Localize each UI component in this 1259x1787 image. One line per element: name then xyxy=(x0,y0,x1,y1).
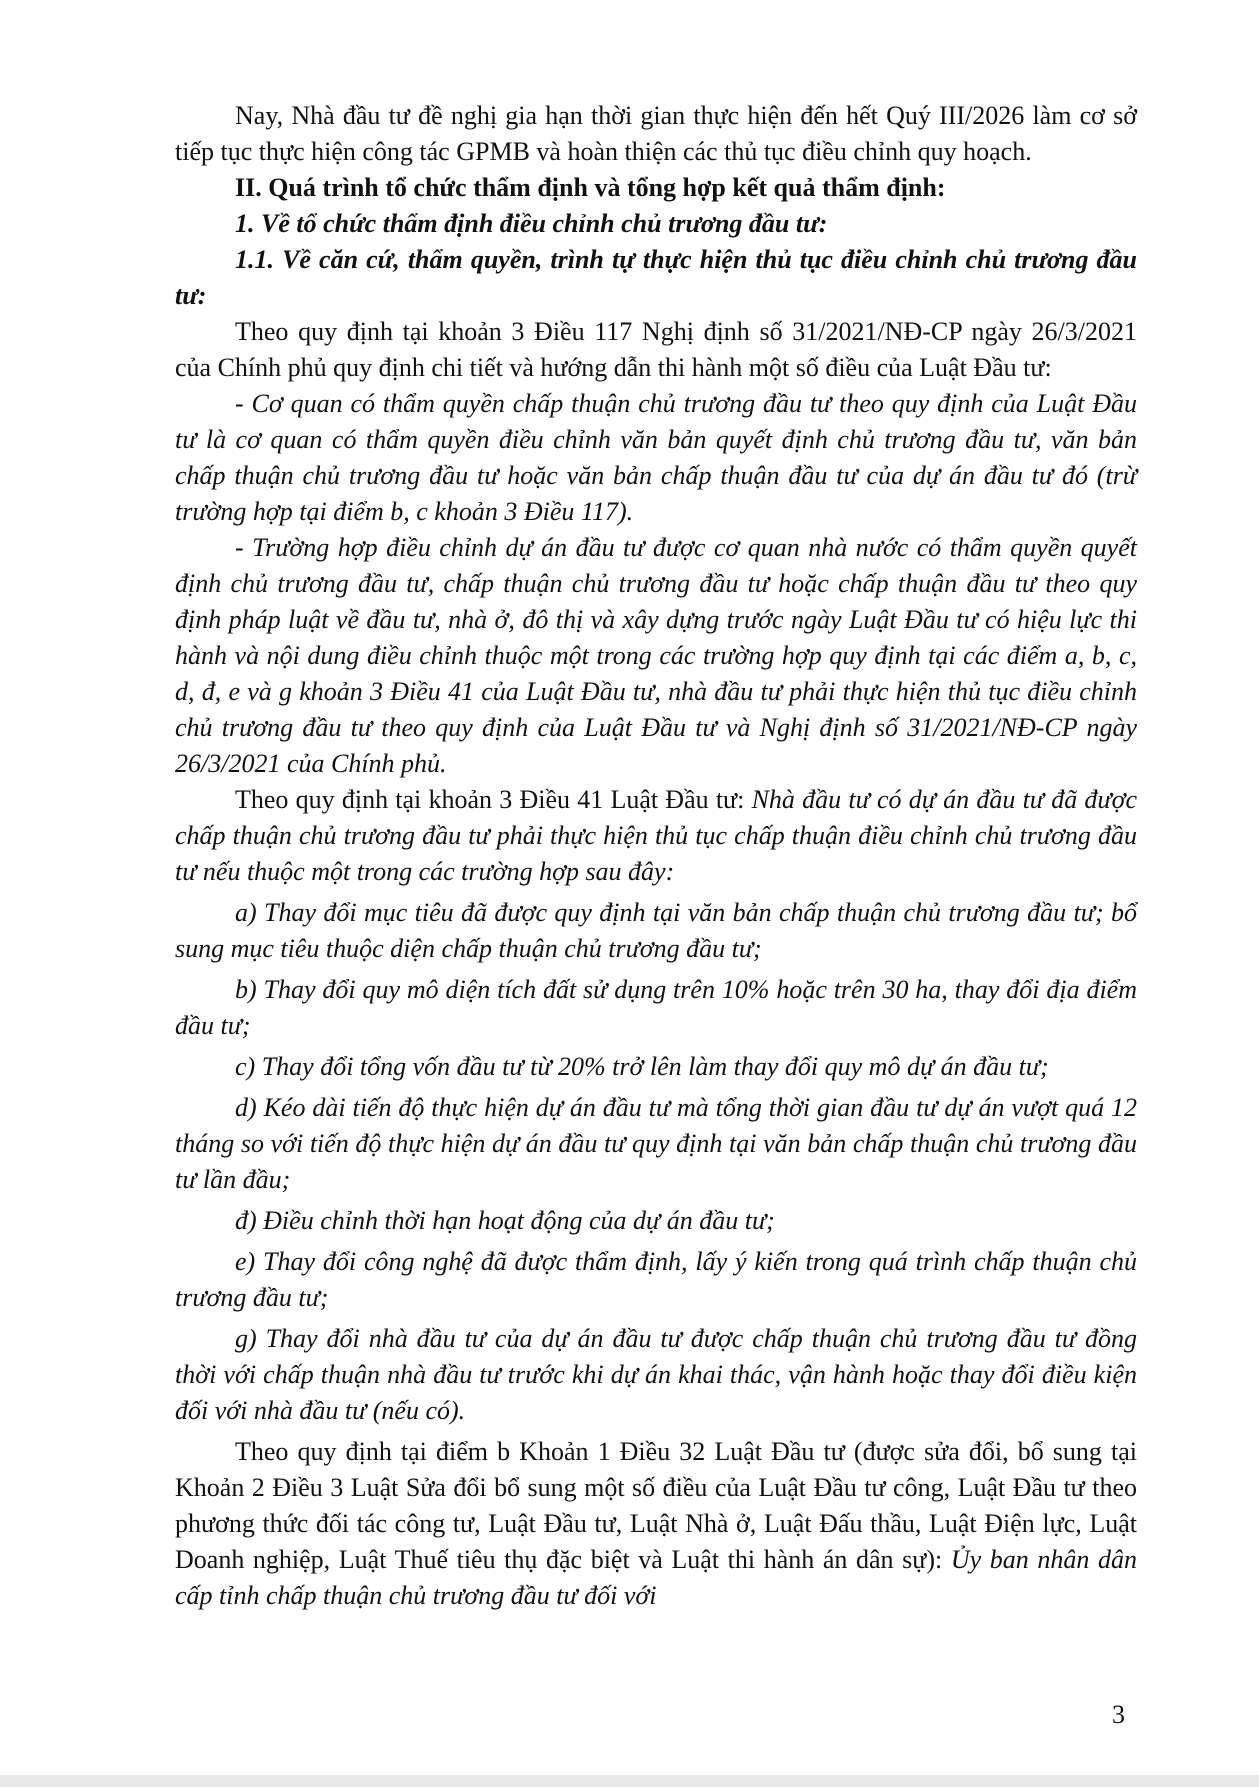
list-item-c: c) Thay đổi tổng vốn đầu tư từ 20% trở lên làm thay đổi quy mô dự án đầu tư; xyxy=(235,1052,1049,1081)
bullet-adjustment-case: - Trường hợp điều chỉnh dự án đầu tư được cơ quan nhà nước có thẩm quyền quyết định chủ trương đầu tư, chấp thuận chủ trương đầu tư hoặc chấp thuận đầu tư theo quy định pháp luật về đầu tư, nhà ở, đô thị và xây dựng trước ngày Luật Đầu tư có hiệu lực thi hành và nội dung điều chỉnh thuộc một trong các trường hợp quy định tại các điểm a, b, c, d, đ, e và g khoản 3 Điều 41 của Luật Đầu tư, nhà đầu tư phải thực hiện thủ tục điều chỉnh chủ trương đầu tư theo quy định của Luật Đầu tư và Nghị định số 31/2021/NĐ-CP ngày 26/3/2021 của Chính phủ. xyxy=(175,533,1137,778)
paragraph-decree-31: Theo quy định tại khoản 3 Điều 117 Nghị định số 31/2021/NĐ-CP ngày 26/3/2021 của Chính phủ quy định chi tiết và hướng dẫn thi hành một số điều của Luật Đầu tư: xyxy=(175,317,1137,382)
paragraph-article-41 xyxy=(175,782,1137,890)
list-item-a: a) Thay đổi mục tiêu đã được quy định tại văn bản chấp thuận chủ trương đầu tư; bổ sung mục tiêu thuộc diện chấp thuận chủ trương đầu tư; xyxy=(175,898,1137,963)
subsection-heading-1-1: 1.1. Về căn cứ, thẩm quyền, trình tự thực hiện thủ tục điều chỉnh chủ trương đầu tư: xyxy=(175,245,1137,310)
viewer-bottom-edge xyxy=(0,1775,1259,1787)
bullet-competent-authority: - Cơ quan có thẩm quyền chấp thuận chủ trương đầu tư theo quy định của Luật Đầu tư là cơ quan có thẩm quyền điều chỉnh văn bản quyết định chủ trương đầu tư, văn bản chấp thuận chủ trương đầu tư hoặc văn bản chấp thuận đầu tư của dự án đầu tư đó (trừ trường hợp tại điểm b, c khoản 3 Điều 117). xyxy=(175,389,1137,526)
list-item-b: b) Thay đổi quy mô diện tích đất sử dụng trên 10% hoặc trên 30 ha, thay đổi địa điểm đầu tư; xyxy=(175,975,1137,1040)
list-item-dd: đ) Điều chỉnh thời hạn hoạt động của dự án đầu tư; xyxy=(235,1206,775,1235)
list-item-d: d) Kéo dài tiến độ thực hiện dự án đầu tư mà tổng thời gian đầu tư dự án vượt quá 12 tháng so với tiến độ thực hiện dự án đầu tư quy định tại văn bản chấp thuận chủ trương đầu tư lần đầu; xyxy=(175,1093,1137,1194)
article-41-quote: Nhà đầu tư có dự án đầu tư đã được chấp thuận chủ trương đầu tư phải thực hiện thủ tục chấp thuận điều chỉnh chủ trương đầu tư nếu thuộc một trong các trường hợp sau đây: xyxy=(175,785,1138,886)
paragraph-extension-request: Nay, Nhà đầu tư đề nghị gia hạn thời gian thực hiện đến hết Quý III/2026 làm cơ sở tiếp tục thực hiện công tác GPMB và hoàn thiện các thủ tục điều chỉnh quy hoạch. xyxy=(175,101,1137,166)
article-32-quote: Ủy ban nhân dân cấp tỉnh chấp thuận chủ trương đầu tư đối với xyxy=(175,1545,1137,1610)
section-heading-ii: II. Quá trình tổ chức thẩm định và tổng hợp kết quả thẩm định: xyxy=(235,173,946,202)
list-item-g: g) Thay đổi nhà đầu tư của dự án đầu tư được chấp thuận chủ trương đầu tư đồng thời với chấp thuận nhà đầu tư trước khi dự án khai thác, vận hành hoặc thay đổi điều kiện đối với nhà đầu tư (nếu có). xyxy=(175,1324,1137,1425)
article-41-lead: Theo quy định tại khoản 3 Điều 41 Luật Đầu tư: xyxy=(235,785,752,814)
subsection-heading-1: 1. Về tổ chức thẩm định điều chỉnh chủ trương đầu tư: xyxy=(235,209,828,238)
page-number: 3 xyxy=(1112,1700,1125,1729)
document-body xyxy=(175,98,1137,1614)
article-32-lead: Theo quy định tại điểm b Khoản 1 Điều 32 Luật Đầu tư (được sửa đổi, bổ sung tại Khoản 2 Điều 3 Luật Sửa đổi bổ sung một số điều của Luật Đầu tư công, Luật Đầu tư theo phương thức đối tác công tư, Luật Đầu tư, Luật Nhà ở, Luật Đấu thầu, Luật Điện lực, Luật Doanh nghiệp, Luật Thuế tiêu thụ đặc biệt và Luật thi hành án dân sự): xyxy=(175,1437,1137,1574)
list-item-e: e) Thay đổi công nghệ đã được thẩm định, lấy ý kiến trong quá trình chấp thuận chủ trương đầu tư; xyxy=(175,1247,1137,1312)
paragraph-article-32 xyxy=(175,1434,1137,1614)
